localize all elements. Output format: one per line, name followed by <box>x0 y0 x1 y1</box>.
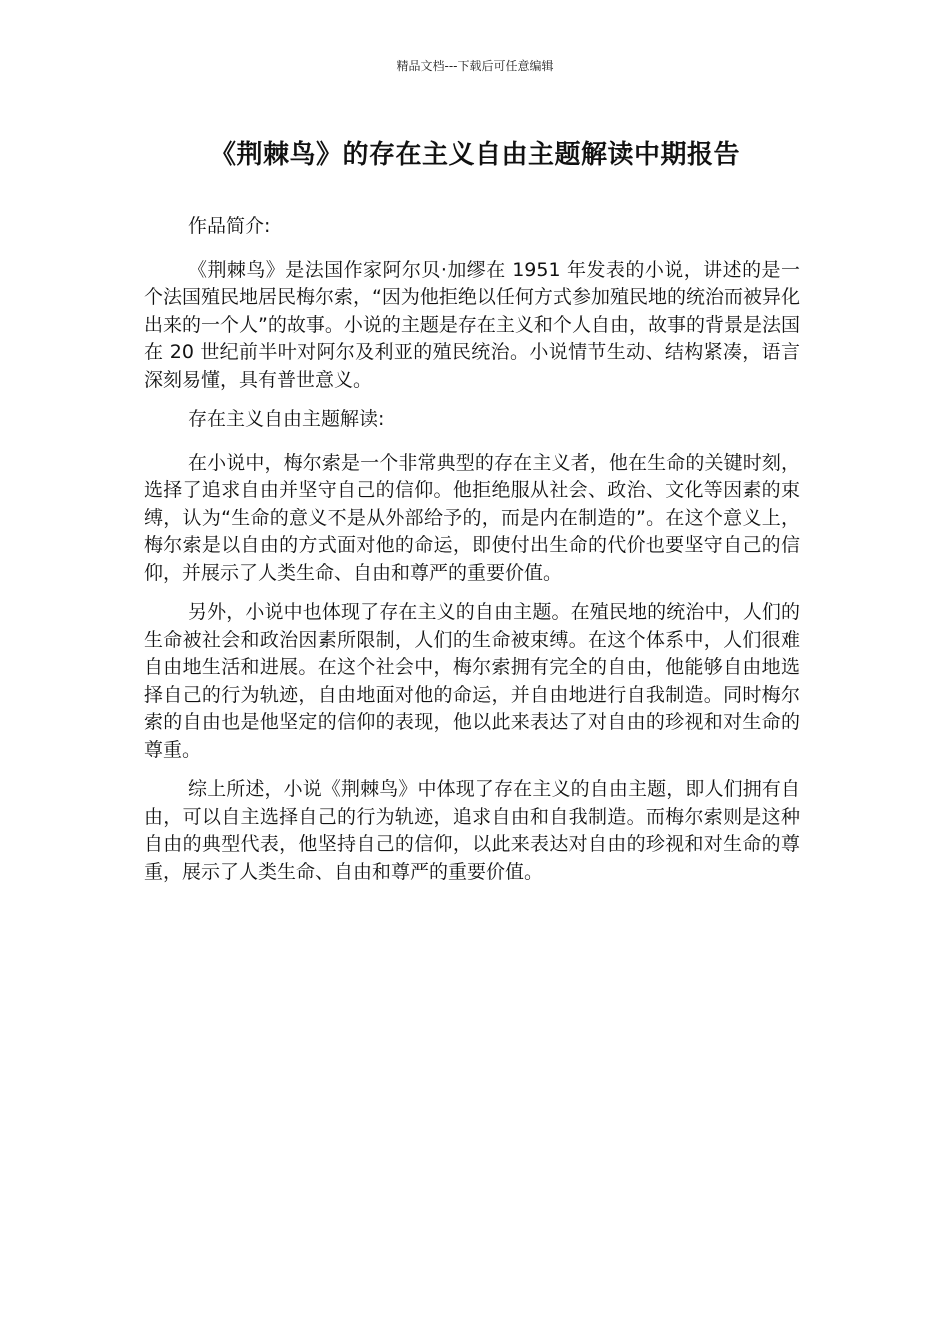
header-note: 精品文档---下载后可任意编辑 <box>396 59 554 73</box>
document-title: 《荆棘鸟》的存在主义自由主题解读中期报告 <box>209 140 740 170</box>
paragraph-conclusion: 综上所述，小说《荆棘鸟》中体现了存在主义的自由主题，即人们拥有自由，可以自主选择自己的行为轨迹，追求自由和自我制造。而梅尔索则是这种自由的典型代表，他坚持自己的信仰，以此来表达对自由的珍视和对生命的尊重，展示了人类生命、自由和尊严的重要价值。 <box>144 778 800 883</box>
section-heading-intro: 作品简介: <box>188 215 271 237</box>
paragraph-intro: 《荆棘鸟》是法国作家阿尔贝·加缪在 1951 年发表的小说，讲述的是一个法国殖民地居民梅尔索，“因为他拒绝以任何方式参加殖民地的统治而被异化出来的一个人”的故事。小说的主题是存在主义和个人自由，故事的背景是法国在 20 世纪前半叶对阿尔及利亚的殖民统治。小说情节生动、结构紧凑，语言深刻易懂，具有普世意义。 <box>144 258 800 391</box>
paragraph-theme-2: 另外，小说中也体现了存在主义的自由主题。在殖民地的统治中，人们的生命被社会和政治因素所限制，人们的生命被束缚。在这个体系中，人们很难自由地生活和进展。在这个社会中，梅尔索拥有完全的自由，他能够自由地选择自己的行为轨迹，自由地面对他的命运，并自由地进行自我制造。同时梅尔索的自由也是他坚定的信仰的表现，他以此来表达了对自由的珍视和对生命的尊重。 <box>144 601 800 761</box>
paragraph-theme-1: 在小说中，梅尔索是一个非常典型的存在主义者，他在生命的关键时刻，选择了追求自由并坚守自己的信仰。他拒绝服从社会、政治、文化等因素的束缚，认为“生命的意义不是从外部给予的，而是内在制造的”。在这个意义上，梅尔索是以自由的方式面对他的命运，即使付出生命的代价也要坚守自己的信仰，并展示了人类生命、自由和尊严的重要价值。 <box>144 451 800 584</box>
document-body <box>144 213 800 898</box>
section-heading-theme: 存在主义自由主题解读: <box>188 408 385 430</box>
